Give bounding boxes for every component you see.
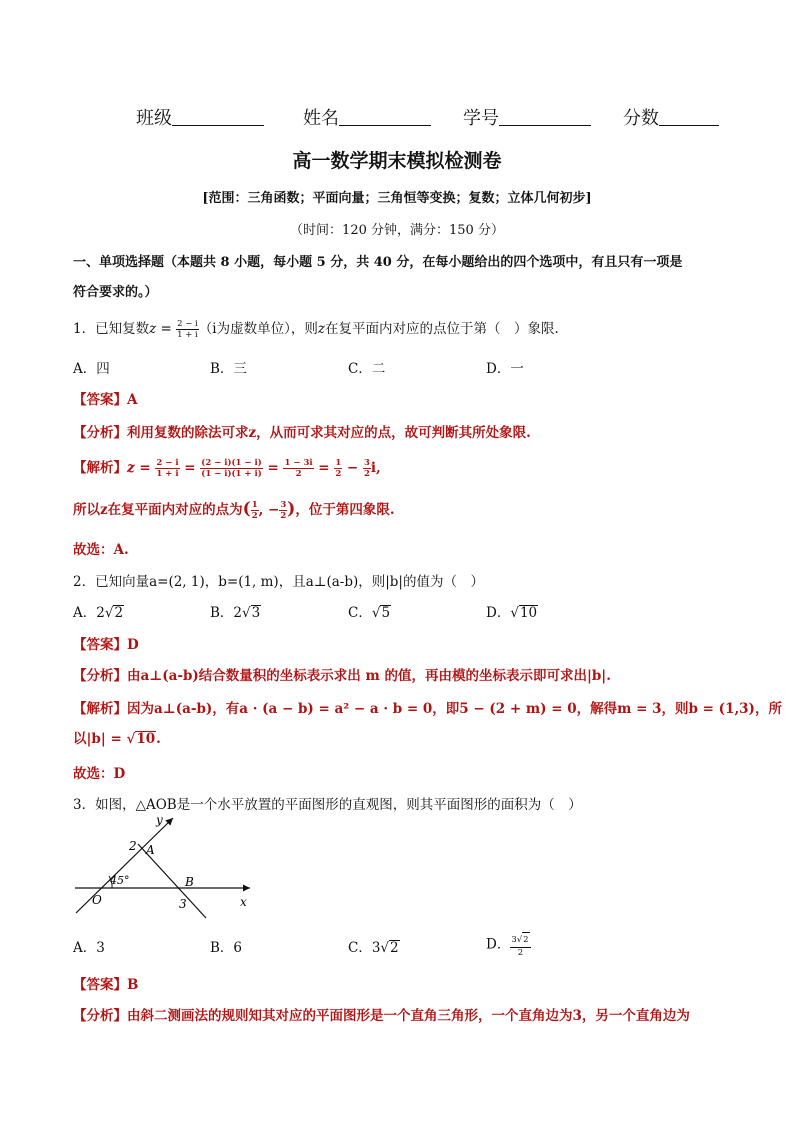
q1-analysis: 【分析】利用复数的除法可求z，从而可求其对应的点，故可判断其所处象限. bbox=[73, 425, 531, 441]
exam-time: （时间：120 分钟，满分：150 分） bbox=[290, 223, 504, 238]
q2-solution-line1: 【解析】因为a⊥(a-b)，有a · (a − b) = a² − a · b = 0，即5 − (2 + m) = 0，解得m = 3，则b = (1,3)，所 bbox=[73, 701, 782, 717]
student-id-label: 学号 bbox=[463, 108, 499, 129]
q3-option-c[interactable]: C．3√2 bbox=[348, 940, 399, 956]
name-field bbox=[303, 104, 431, 130]
q2-option-a[interactable]: A．2√2 bbox=[73, 605, 124, 621]
q3-option-b[interactable]: B．6 bbox=[210, 940, 243, 956]
exam-title: 高一数学期末模拟检测卷 bbox=[292, 150, 502, 172]
label-angle: 45° bbox=[110, 874, 130, 887]
q3-stem: 3．如图，△AOB是一个水平放置的平面图形的直观图，则其平面图形的面积为（ ） bbox=[73, 797, 582, 813]
q2-option-d[interactable]: D．√10 bbox=[486, 605, 538, 621]
exam-scope: [范围：三角函数；平面向量；三角恒等变换；复数；立体几何初步] bbox=[202, 191, 592, 206]
q1-answer: 【答案】A bbox=[73, 392, 138, 408]
label-3: 3 bbox=[179, 897, 187, 911]
score-field bbox=[623, 104, 719, 130]
q1-option-d[interactable]: D．一 bbox=[486, 361, 524, 377]
label-o: O bbox=[92, 893, 102, 907]
q1-solution: 【解析】z = $\frac{2 - i}{1 + i}$ = $\frac{(2 - i)(1 - i)}{(1 - i)(1 + i)}$ = $\frac{1 - 3i}{2}$ = $\frac{1}{2}$ − $\frac{3}{2}$ i, bbox=[73, 458, 381, 479]
q1-option-c[interactable]: C．二 bbox=[348, 361, 386, 377]
class-label: 班级 bbox=[136, 108, 172, 129]
class-field bbox=[136, 104, 264, 130]
q2-analysis: 【分析】由a⊥(a-b)结合数量积的坐标表示求出 m 的值，再由模的坐标表示即可求出|b|. bbox=[73, 668, 611, 684]
name-label: 姓名 bbox=[303, 108, 339, 129]
q1-option-a[interactable]: A．四 bbox=[73, 361, 110, 377]
q3-answer: 【答案】B bbox=[73, 977, 139, 993]
q2-option-c[interactable]: C．√5 bbox=[348, 605, 391, 621]
q2-option-b[interactable]: B．2√3 bbox=[210, 605, 261, 621]
q2-answer: 【答案】D bbox=[73, 637, 139, 653]
q2-choose: 故选：D bbox=[73, 766, 126, 782]
student-id-field bbox=[463, 104, 591, 130]
section1-line1: 一、单项选择题（本题共 8 小题，每小题 5 分，共 40 分，在每小题给出的四个选项中，有且只有一项是 bbox=[73, 255, 683, 270]
q3-analysis: 【分析】由斜二测画法的规则知其对应的平面图形是一个直角三角形，一个直角边为3，另一个直角边为 bbox=[73, 1008, 690, 1024]
label-a: A bbox=[146, 843, 155, 857]
name-blank[interactable] bbox=[339, 107, 431, 126]
q2-solution-line2: 以|b| = √10. bbox=[73, 731, 161, 747]
q1-point: 所以z在复平面内对应的点为( $\frac{1}{2}$ , − $\frac{3}{2}$ )，位于第四象限. bbox=[73, 499, 395, 521]
label-y: y bbox=[156, 813, 163, 827]
class-blank[interactable] bbox=[172, 107, 264, 126]
q3-option-d[interactable]: D． $\frac{3√2}{2}$ bbox=[486, 932, 531, 958]
student-id-blank[interactable] bbox=[499, 107, 591, 126]
score-label: 分数 bbox=[623, 108, 659, 129]
label-x: x bbox=[240, 895, 247, 909]
q2-stem: 2．已知向量a=(2, 1)，b=(1, m)，且a⊥(a-b)，则|b|的值为（ ） bbox=[73, 574, 484, 590]
q1-stem: 1．已知复数z = $\frac{2 - i}{1 + i}$ （i为虚数单位），则z在复平面内对应的点位于第（ ）象限. bbox=[73, 319, 559, 340]
score-blank[interactable] bbox=[659, 107, 719, 126]
q1-choose: 故选：A. bbox=[73, 542, 129, 558]
q3-option-a[interactable]: A．3 bbox=[73, 940, 105, 956]
q3-figure bbox=[60, 808, 260, 920]
section1-line2: 符合要求的。） bbox=[73, 285, 158, 300]
q1-option-b[interactable]: B．三 bbox=[210, 361, 247, 377]
label-b: B bbox=[185, 875, 194, 889]
label-2: 2 bbox=[129, 839, 137, 853]
